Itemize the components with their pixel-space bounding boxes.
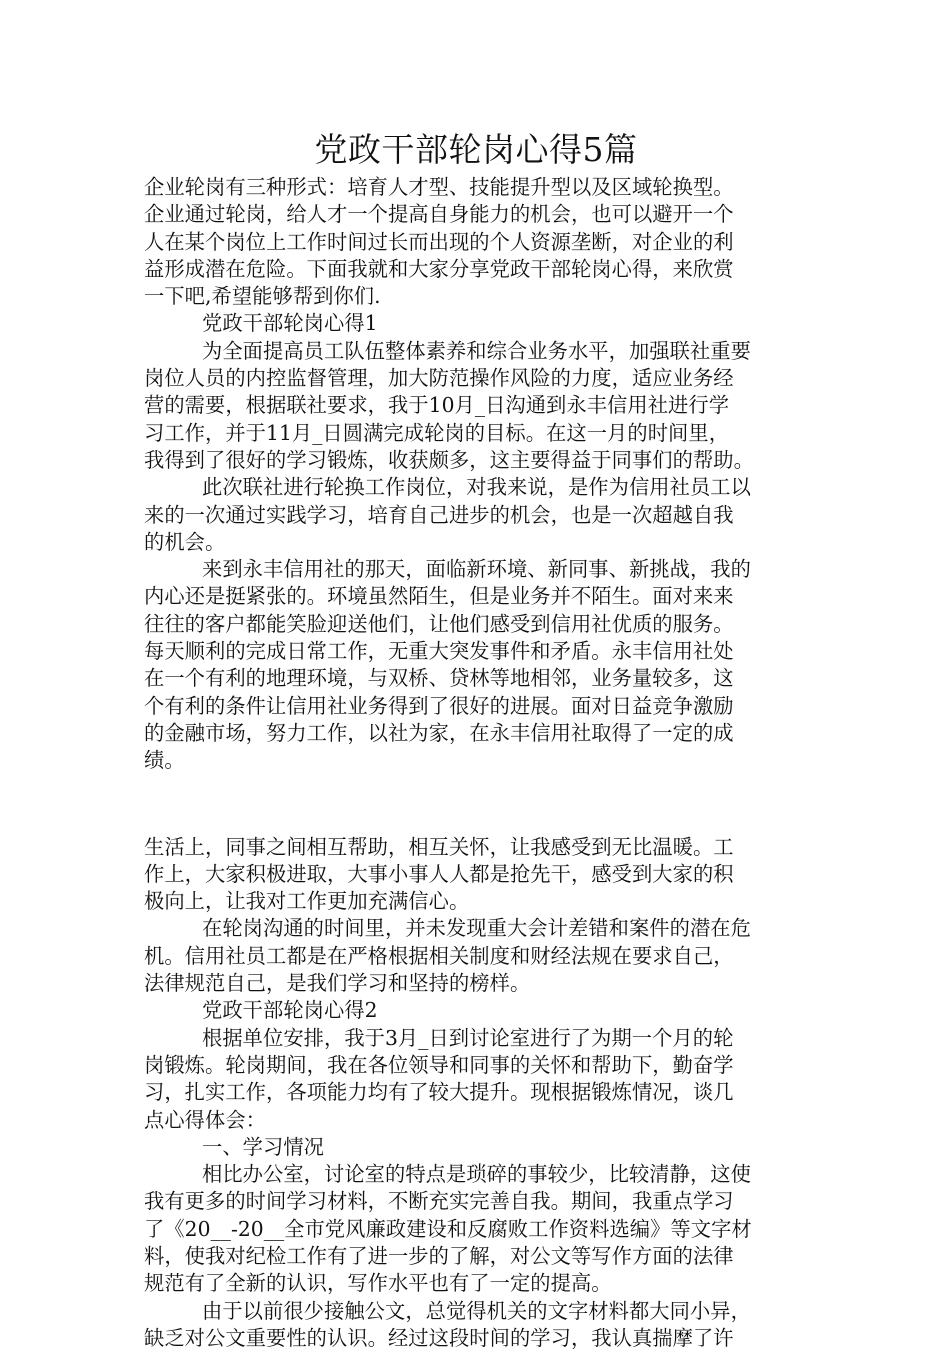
text-line: 此次联社进行轮换工作岗位，对我来说，是作为信用社员工以 bbox=[202, 475, 751, 500]
text-line: 在轮岗沟通的时间里，并未发现重大会计差错和案件的潜在危 bbox=[202, 916, 751, 941]
text-line: 益形成潜在危险。下面我就和大家分享党政干部轮岗心得，来欣赏 bbox=[144, 256, 734, 281]
text-line: 企业通过轮岗，给人才一个提高自身能力的机会，也可以避开一个 bbox=[144, 202, 734, 227]
text-line: 相比办公室，讨论室的特点是琐碎的事较少，比较清静，这使 bbox=[202, 1162, 751, 1187]
text-line: 我得到了很好的学习锻炼，收获颇多，这主要得益于同事们的帮助。 bbox=[144, 447, 754, 472]
text-line: 个有利的条件让信用社业务得到了很好的进展。面对日益竞争激励 bbox=[144, 693, 734, 718]
text-line: 缺乏对公文重要性的认识。经过这段时间的学习，我认真揣摩了许 bbox=[144, 1325, 734, 1350]
text-line: 习，扎实工作，各项能力均有了较大提升。现根据锻炼情况，谈几 bbox=[144, 1080, 734, 1105]
text-line: 了《20__-20__全市党风廉政建设和反腐败工作资料选编》等文字材 bbox=[144, 1216, 752, 1241]
text-line: 为全面提高员工队伍整体素养和综合业务水平，加强联社重要 bbox=[202, 338, 751, 363]
text-line: 生活上，同事之间相互帮助，相互关怀，让我感受到无比温暖。工 bbox=[144, 834, 734, 859]
text-line: 作上，大家积极进取，大事小事人人都是抢先干，感受到大家的积 bbox=[144, 861, 734, 886]
text-line: 由于以前很少接触公文，总觉得机关的文字材料都大同小异， bbox=[202, 1298, 751, 1323]
text-line: 习工作，并于11月_日圆满完成轮岗的目标。在这一月的时间里， bbox=[144, 420, 730, 445]
text-line: 根据单位安排，我于3月_日到讨论室进行了为期一个月的轮 bbox=[202, 1025, 734, 1050]
document-body bbox=[144, 174, 808, 1352]
text-line: 法律规范自己，是我们学习和坚持的榜样。 bbox=[144, 971, 531, 996]
text-line: 一、学习情况 bbox=[202, 1134, 324, 1159]
text-line: 我有更多的时间学习材料，不断充实完善自我。期间，我重点学习 bbox=[144, 1189, 734, 1214]
text-line: 来的一次通过实践学习，培育自己进步的机会，也是一次超越自我 bbox=[144, 502, 734, 527]
document-title: 党政干部轮岗心得5篇 bbox=[314, 130, 638, 169]
text-line: 极向上，让我对工作更加充满信心。 bbox=[144, 889, 470, 914]
text-line: 营的需要，根据联社要求，我于10月_日沟通到永丰信用社进行学 bbox=[144, 393, 730, 418]
text-line: 的金融市场，努力工作，以社为家，在永丰信用社取得了一定的成 bbox=[144, 720, 734, 745]
text-line: 内心还是挺紧张的。环境虽然陌生，但是业务并不陌生。面对来来 bbox=[144, 584, 734, 609]
text-line: 来到永丰信用社的那天，面临新环境、新同事、新挑战，我的 bbox=[202, 557, 751, 582]
text-line: 规范有了全新的认识，写作水平也有了一定的提高。 bbox=[144, 1271, 612, 1296]
text-line: 企业轮岗有三种形式：培育人才型、技能提升型以及区域轮换型。 bbox=[144, 175, 734, 199]
text-line: 党政干部轮岗心得2 bbox=[202, 998, 378, 1023]
text-line: 绩。 bbox=[144, 748, 185, 773]
text-line: 往往的客户都能笑脸迎送他们，让他们感受到信用社优质的服务。 bbox=[144, 611, 734, 636]
text-line: 在一个有利的地理环境，与双桥、贷林等地相邻，业务量较多，这 bbox=[144, 666, 734, 691]
text-line: 料，使我对纪检工作有了进一步的了解，对公文等写作方面的法律 bbox=[144, 1243, 734, 1268]
blank-line bbox=[144, 791, 808, 818]
document-page bbox=[144, 128, 808, 1352]
text-line: 一下吧,希望能够帮到你们. bbox=[144, 284, 381, 309]
text-line: 岗位人员的内控监督管理，加大防范操作风险的力度，适应业务经 bbox=[144, 366, 734, 391]
text-line: 人在某个岗位上工作时间过长而出现的个人资源垄断，对企业的利 bbox=[144, 229, 734, 254]
text-line: 岗锻炼。轮岗期间，我在各位领导和同事的关怀和帮助下，勤奋学 bbox=[144, 1052, 734, 1077]
text-line: 党政干部轮岗心得1 bbox=[202, 311, 378, 336]
text-line: 的机会。 bbox=[144, 529, 226, 554]
text-line: 每天顺利的完成日常工作，无重大突发事件和矛盾。永丰信用社处 bbox=[144, 639, 734, 664]
text-line: 机。信用社员工都是在严格根据相关制度和财经法规在要求自己， bbox=[144, 943, 734, 968]
text-line: 点心得体会： bbox=[144, 1107, 266, 1132]
